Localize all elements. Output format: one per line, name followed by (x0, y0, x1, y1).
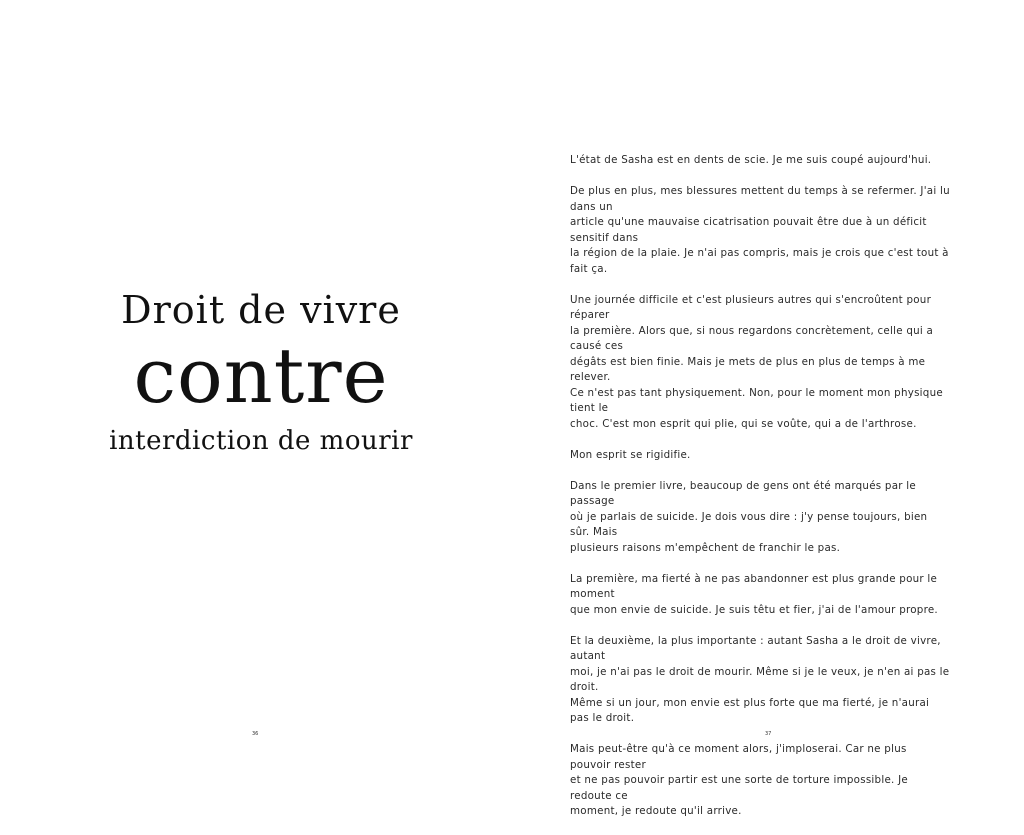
chapter-title (0, 288, 512, 456)
paragraph: L'état de Sasha est en dents de scie. Je me suis coupé aujourd'hui. (570, 154, 932, 166)
paragraph: Mais peut-être qu'à ce moment alors, j'imploserai. Car ne plus pouvoir rester et ne pas pouvoir partir est une sorte de torture impossible. Je redoute ce moment, je redoute qu'il arrive. (570, 743, 908, 817)
paragraph: Dans le premier livre, beaucoup de gens ont été marqués par le passage où je parlais de suicide. Je dois vous dire : j'y pense toujours, bien sûr. Mais plusieurs raisons m'empêchent de franchir le pas. (570, 479, 928, 554)
right-page (512, 0, 1024, 817)
paragraph: La première, ma fierté à ne pas abandonner est plus grande pour le moment que mon envie de suicide. Je suis têtu et fier, j'ai de l'amour propre. (570, 572, 938, 616)
title-line-2: contre (133, 331, 389, 420)
body-text (570, 153, 950, 835)
paragraph: De plus en plus, mes blessures mettent du temps à se refermer. J'ai lu dans un article qu'une mauvaise cicatrisation pouvait être due à un déficit sensitif dans la région de la plaie. Je n'ai pas compris, mais je crois que c'est tout à fait ça. (570, 185, 950, 275)
paragraph: Mon esprit se rigidifie. (570, 448, 691, 461)
left-page (0, 0, 512, 753)
paragraph: Une journée difficile et c'est plusieurs autres qui s'encroûtent pour réparer la première. Alors que, si nous regardons concrètement, celle qui a causé ces dégâts est bien finie. Mais je mets de plus en plus de temps à me relever. Ce n'est pas tant physiquement. Non, pour le moment mon physique tient le choc. C'est mon esprit qui plie, qui se voûte, qui a de l'arthrose. (570, 293, 943, 430)
page-number-right: 37 (765, 731, 772, 737)
title-line-3: interdiction de mourir (109, 426, 413, 456)
page-number-left: 36 (252, 731, 259, 737)
paragraph: Et la deuxième, la plus importante : autant Sasha a le droit de vivre, autant moi, je n'ai pas le droit de mourir. Même si je le veux, je n'en ai pas le droit. Même si un jour, mon envie est plus forte que ma fierté, je n'aurai pas le droit. (570, 634, 950, 724)
title-line-1: Droit de vivre (121, 288, 401, 332)
